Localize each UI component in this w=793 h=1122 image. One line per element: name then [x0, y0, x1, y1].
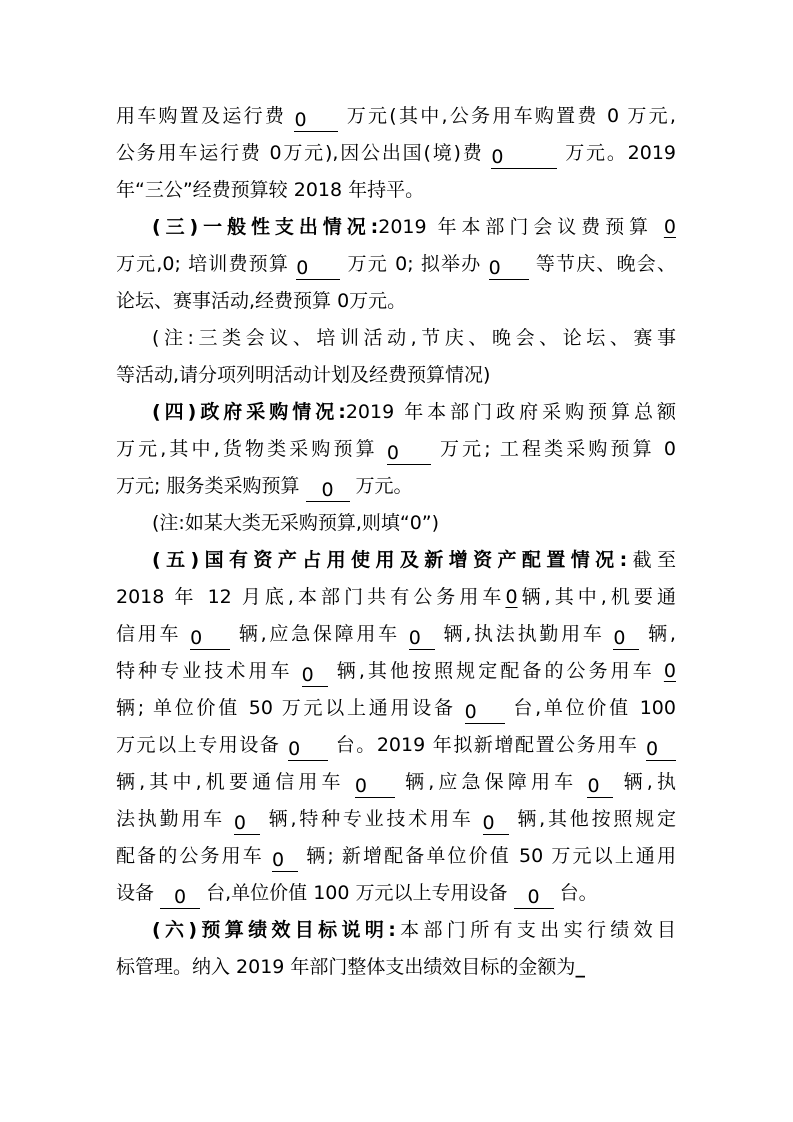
text-line: (三)一般性支出情况:2019 年本部门会议费预算 0 — [152, 216, 676, 238]
text-line: (六)预算绩效目标说明:本部门所有支出实行绩效目 — [152, 919, 676, 941]
blank-field: 0 — [409, 625, 435, 650]
section-heading: (五)国有资产占用使用及新增资产配置情况: — [152, 549, 628, 571]
text-line: 信用车 0 辆,应急保障用车 0 辆,执法执勤用车 0 辆, — [116, 623, 676, 649]
blank-field: 0 — [491, 144, 557, 169]
text-line: 法执勤用车 0 辆,特种专业技术用车 0 辆,其他按照规定 — [116, 808, 676, 834]
note-line: (注:三类会议、培训活动,节庆、晚会、论坛、赛事 — [152, 327, 676, 349]
blank-field: 0 — [302, 662, 328, 687]
text-line: 万元,0; 培训费预算 0 万元 0; 拟举办 0 等节庆、晚会、 — [116, 253, 676, 279]
blank-field: 0 — [234, 810, 260, 835]
blank-field: 0 — [387, 440, 431, 465]
text-line: 辆; 单位价值 50 万元以上通用设备 0 台,单位价值 100 — [116, 697, 676, 723]
blank-field: 0 — [613, 625, 639, 650]
blank-field: 0 — [465, 699, 505, 724]
section-heading: (四)政府采购情况: — [152, 401, 346, 423]
text-line: 特种专业技术用车 0 辆,其他按照规定配备的公务用车 0 — [116, 660, 676, 686]
blank-field: 0 — [272, 847, 298, 872]
section-heading: (六)预算绩效目标说明: — [152, 919, 396, 941]
blank-field: 0 — [514, 884, 554, 909]
blank-field: _ — [575, 956, 585, 978]
text-line: (五)国有资产占用使用及新增资产配置情况:截至 — [152, 549, 676, 571]
blank-field: 0 — [505, 586, 518, 608]
blank-field: 0 — [296, 255, 340, 280]
text-line: 辆,其中,机要通信用车 0 辆,应急保障用车 0 辆,执 — [116, 771, 676, 797]
text-line: 万元,其中,货物类采购预算 0 万元; 工程类采购预算 0 — [116, 438, 676, 464]
text-line: 公务用车运行费 0万元),因公出国(境)费 0 万元。2019 — [116, 142, 677, 168]
blank-field: 0 — [489, 255, 529, 280]
blank-field: 0 — [663, 216, 676, 238]
note-line: 等活动,请分项列明活动计划及经费预算情况) — [116, 364, 491, 386]
text-line: (四)政府采购情况:2019 年本部门政府采购预算总额 — [152, 401, 676, 423]
text-line: 配备的公务用车 0 辆; 新增配备单位价值 50 万元以上通用 — [116, 845, 676, 871]
blank-field: 0 — [160, 884, 200, 909]
text-line: 设备 0 台,单位价值 100 万元以上专用设备 0 台。 — [116, 882, 598, 908]
note-line: (注:如某大类无采购预算,则填“0”) — [152, 512, 440, 534]
text-line: 万元以上专用设备 0 台。2019 年拟新增配置公务用车 0 — [116, 727, 676, 763]
blank-field: 0 — [294, 107, 338, 132]
blank-field: 0 — [288, 736, 328, 761]
text-line: 用车购置及运行费 0 万元(其中,公务用车购置费 0 万元, — [116, 105, 676, 131]
text-line: 论坛、赛事活动,经费预算 0万元。 — [116, 290, 407, 312]
blank-field: 0 — [190, 625, 230, 650]
text-line: 年“三公”经费预算较 2018 年持平。 — [116, 179, 425, 201]
blank-field: 0 — [355, 773, 395, 798]
blank-field: 0 — [663, 660, 676, 682]
blank-field: 0 — [587, 773, 613, 798]
blank-field: 0 — [306, 477, 350, 502]
text-line: 万元; 服务类采购预算 0 万元。 — [116, 475, 413, 501]
blank-field: 0 — [483, 810, 509, 835]
text-line: 标管理。纳入 2019 年部门整体支出绩效目标的金额为_ — [116, 956, 585, 978]
section-heading: (三)一般性支出情况: — [152, 216, 379, 238]
blank-field: 0 — [646, 736, 676, 761]
text-line: 2018 年 12 月底,本部门共有公务用车0辆,其中,机要通 — [116, 586, 676, 608]
